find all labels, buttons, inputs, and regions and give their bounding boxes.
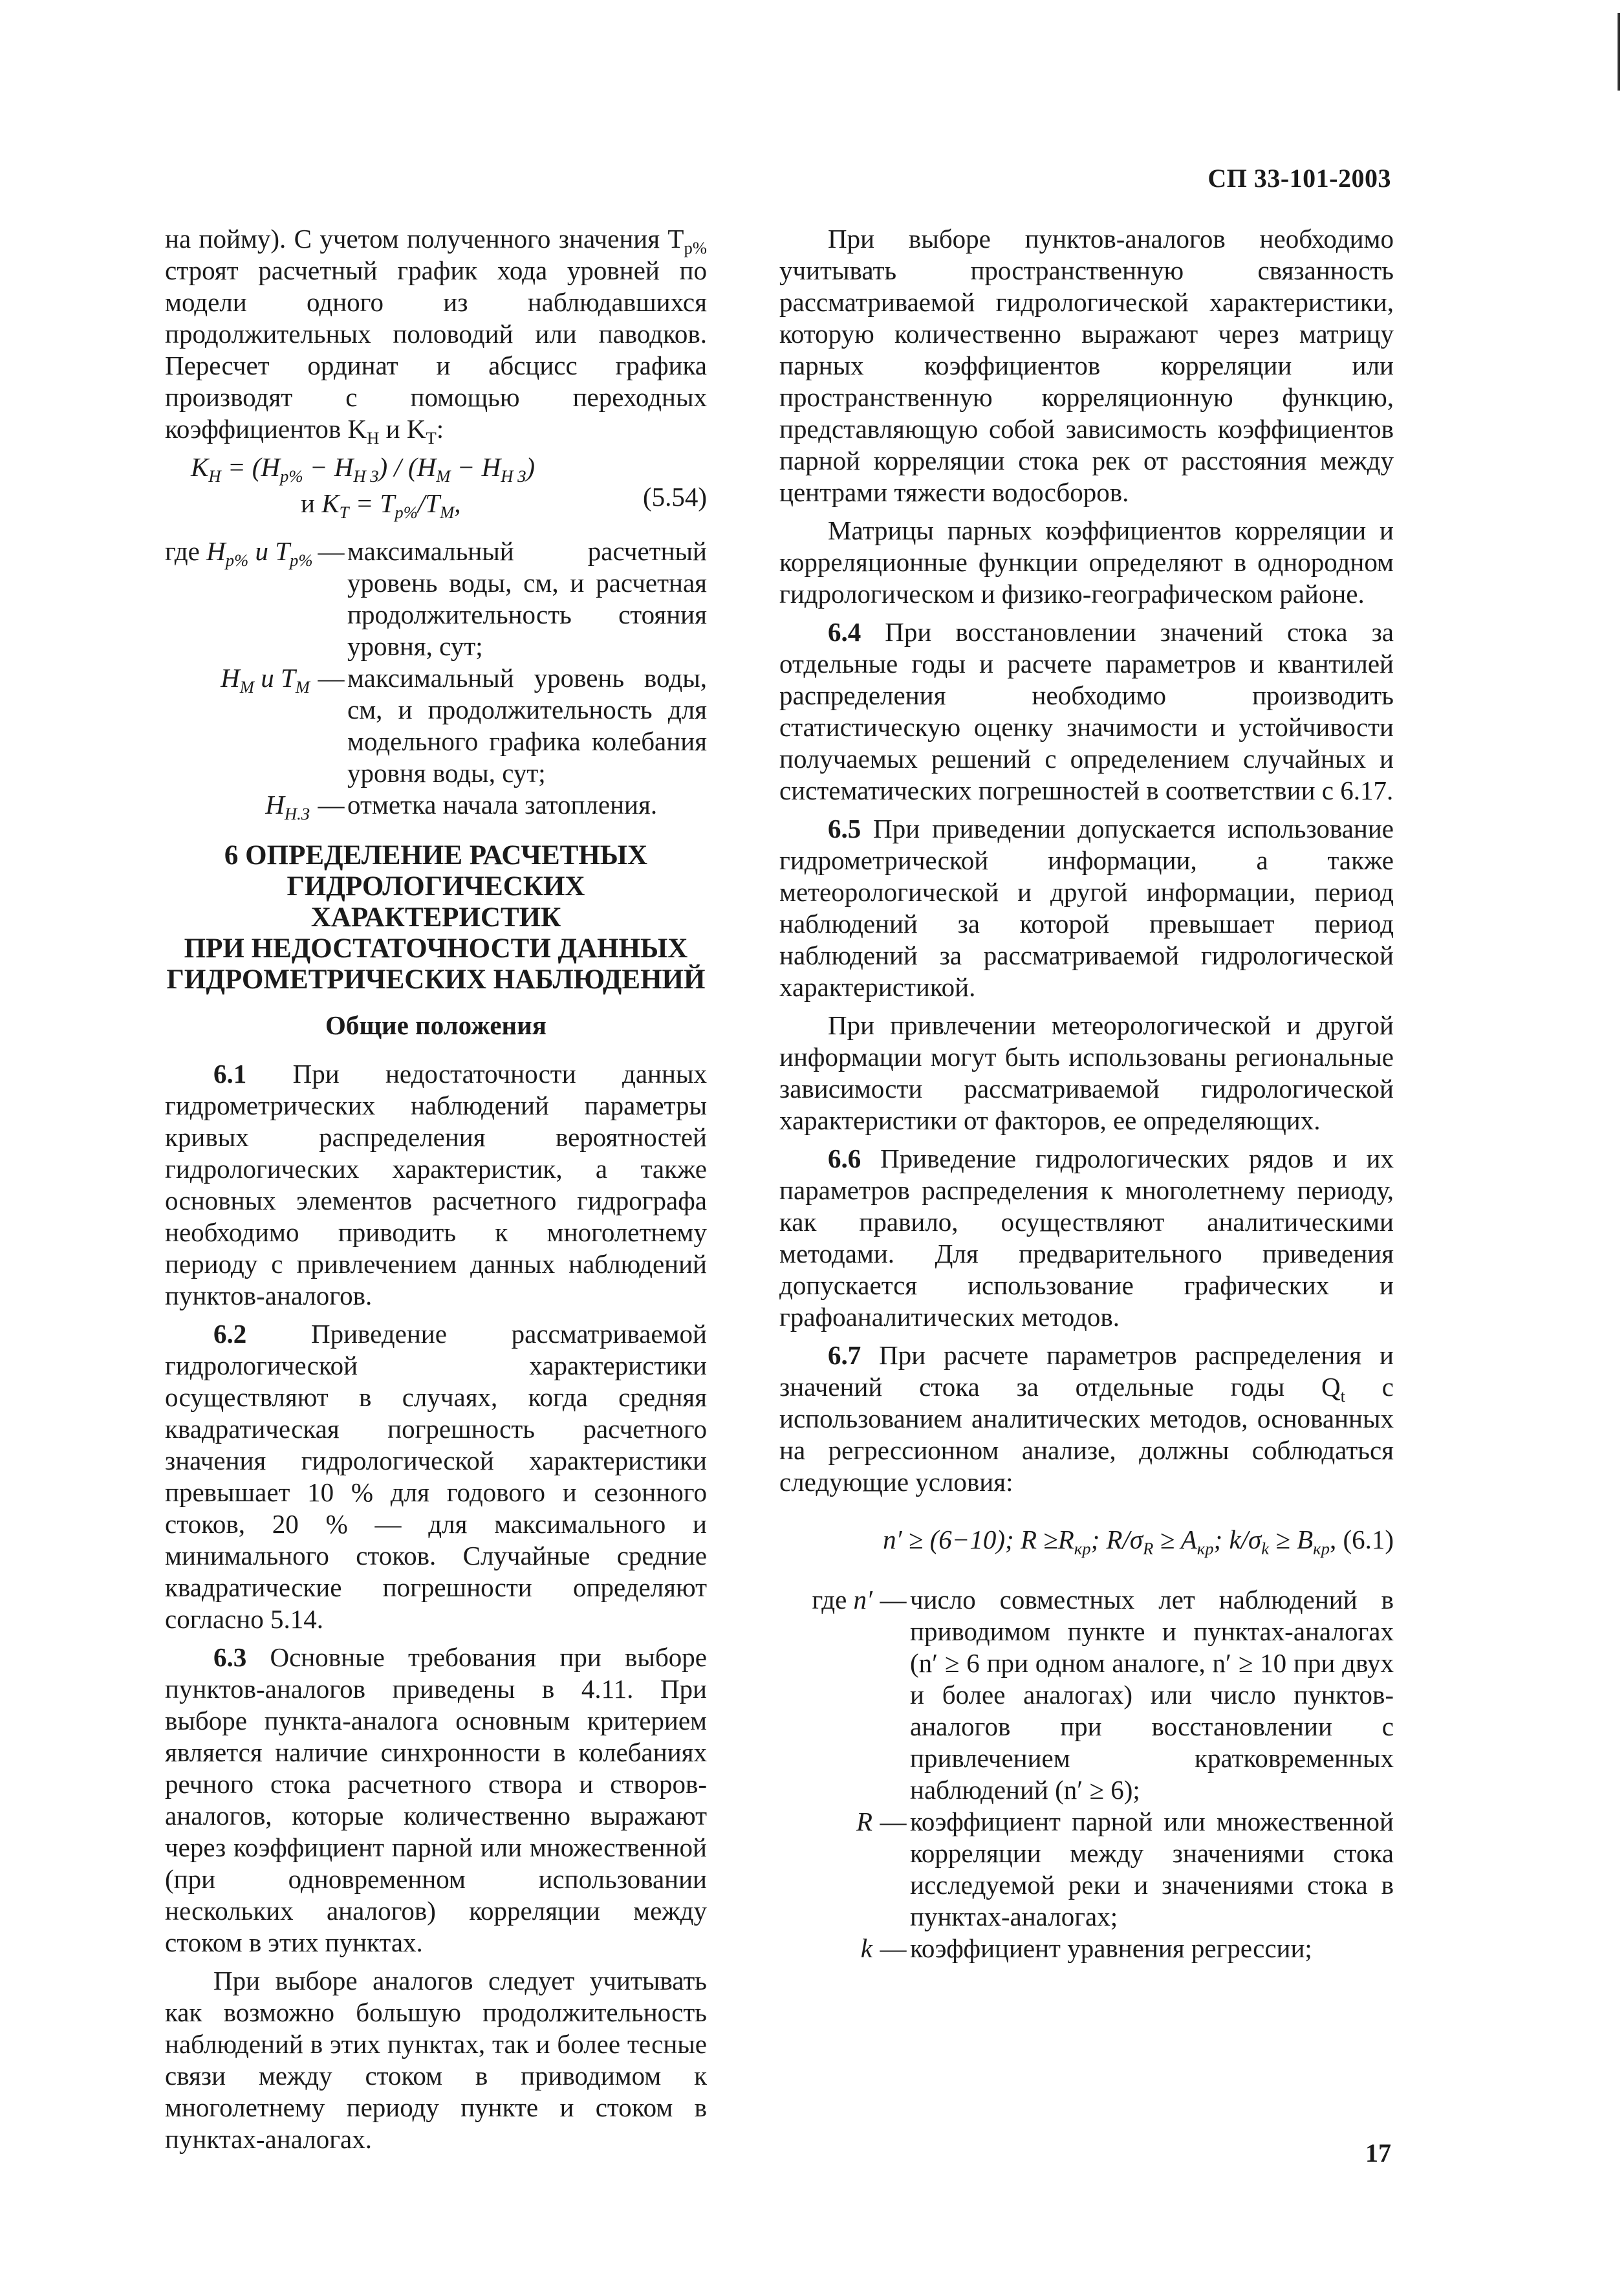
- paragraph-6-6: 6.6 Приведение гидрологических рядов и их параметров распределения к многолетнему периоду, как правило, осуществляют аналитическими методами. Для предварительного приведения допускается использование графических и графоаналитических методов.: [779, 1144, 1394, 1332]
- paragraph-matrices: Матрицы парных коэффициентов корреляции и корреляционные функции определяют в однородном гидрологическом и физико-географическом районе.: [779, 516, 1394, 609]
- definition-dash: —: [318, 536, 345, 566]
- scan-edge-mark: [1618, 13, 1620, 91]
- paragraph-analogs: При выборе аналогов следует учитывать как возможно большую продолжительность наблюдений в этих пунктах, так и более тесные связи между стоком в приводимом к многолетнему периоду пункте и стоком в пунктах-аналогах.: [165, 1966, 707, 2154]
- document-code: СП 33-101-2003: [1207, 164, 1391, 193]
- paragraph-spatial: При выборе пунктов-аналогов необходимо учитывать пространственную связанность рассматриваемой гидрологической характеристики, которую количественно выражают через матрицу парных коэффициентов корреляции или пространственную корреляционную функцию, представляющую собой зависимость коэффициентов парной корреляции стока рек от расстояния между центрами тяжести водосборов.: [779, 224, 1394, 507]
- definition-text: отметка начала затопления.: [347, 790, 658, 820]
- definition-dash: —: [318, 790, 345, 820]
- definition-term: k: [860, 1933, 872, 1963]
- formula-5-54: [165, 451, 707, 524]
- paragraph-6-7: 6.7 При расчете параметров распределения и значений стока за отдельные годы $Q_t$ с использованием аналитических методов, основанных на регрессионном анализе, должны соблюдаться следующие условия:: [779, 1340, 1394, 1497]
- definition-dash: —: [318, 663, 345, 693]
- formula-line-kh: $K_H = (H_{р\%} - H_{Н З}) / (H_M - H_{Н З})$: [191, 452, 535, 486]
- definition-text: максимальный расчетный уровень воды, см, и расчетная продолжительность стояния уровня, сут;: [347, 536, 707, 661]
- formula-number: (5.54): [642, 482, 707, 512]
- paragraph-6-3: 6.3 Основные требования при выборе пунктов-аналогов приведены в 4.11. При выборе пункта-аналога основным критерием является наличие синхронности в колебаниях речного стока расчетного створа и створов-аналогов, которые количественно выражают через коэффициент парной или множественной (при одновременном использовании нескольких аналогов) корреляции между стоком в этих пунктах.: [165, 1642, 707, 1957]
- subsection-title: Общие положения: [325, 1010, 547, 1040]
- paragraph-6-5: 6.5 При приведении допускается использование гидрометрической информации, а также метеорологической и другой информации, период наблюдений за которой превышает период наблюдений за рассматриваемой гидрологической характеристикой.: [779, 814, 1394, 1002]
- definition-text: максимальный уровень воды, см, и продолжительность для модельного графика колебания уровня воды, сут;: [347, 663, 707, 788]
- paragraph-meteo: При привлечении метеорологической и другой информации могут быть использованы региональные зависимости рассматриваемой гидрологической характеристики от факторов, ее определяющих.: [779, 1010, 1394, 1135]
- definition-term: где $H_{р\%}$ и $T_{р\%}$: [165, 536, 313, 570]
- definition-text: коэффициент уравнения регрессии;: [910, 1933, 1312, 1963]
- left-column: [165, 223, 707, 2162]
- definition-term: где n′: [812, 1585, 872, 1614]
- definition-text: коэффициент парной или множественной корреляции между значениями стока исследуемой реки и значениями стока в пунктах-аналогах;: [910, 1807, 1394, 1931]
- formula-6-1: n′ ≥ (6−10); $R \ge R_{кр}$; $R/\sigma_R \ge A_{кр}$; $k/\sigma_k \ge B_{кр}$, (6.1): [883, 1525, 1394, 1559]
- condition-definitions: [779, 1584, 1394, 1964]
- definition-dash: —: [880, 1585, 907, 1614]
- definition-text: число совместных лет наблюдений в приводимом пункте и пунктах-аналогах (n′ ≥ 6 при одном аналоге, n′ ≥ 10 при двух и более аналогах) или число пунктов-аналогов при восстановлении с привлечением кратковременных наблюдений (n′ ≥ 6);: [910, 1585, 1394, 1805]
- paragraph-6-1: 6.1 При недостаточности данных гидрометрических наблюдений параметры кривых распределения вероятностей гидрологических характеристик, а также основных элементов расчетного гидрографа необходимо приводить к многолетнему периоду с привлечением данных наблюдений пунктов-аналогов.: [165, 1059, 707, 1310]
- definition-term: $H_M$ и $T_M$: [221, 663, 310, 697]
- paragraph-intro: на пойму). С учетом полученного значения $T_{р\%}$ строят расчетный график хода уровней по модели одного из наблюдавшихся продолжительных половодий или паводков. Пересчет ординат и абсцисс графика производят с помощью переходных коэффициентов $K_H$ и $K_T$:: [165, 224, 707, 448]
- definition-term: R: [856, 1807, 872, 1836]
- section-title: 6 ОПРЕДЕЛЕНИЕ РАСЧЕТНЫХ ГИДРОЛОГИЧЕСКИХ ХАРАКТЕРИСТИК ПРИ НЕДОСТАТОЧНОСТИ ДАННЫХ ГИДРОМЕТРИЧЕСКИХ НАБЛЮДЕНИЙ: [166, 840, 706, 995]
- right-column: [779, 223, 1394, 1964]
- page-number: 17: [1365, 2138, 1391, 2168]
- formula-line-kt: и $K_T = T_{р\%}/T_M$,: [301, 488, 461, 523]
- definition-dash: —: [880, 1807, 907, 1836]
- variable-definitions: [165, 536, 707, 824]
- paragraph-6-4: 6.4 При восстановлении значений стока за отдельные годы и расчете параметров и квантилей распределения необходимо производить статистическую оценку значимости и устойчивости получаемых решений с определением случайных и систематических погрешностей в соответствии с 6.17.: [779, 617, 1394, 805]
- definition-term: $H_{Н.З}$: [265, 790, 310, 824]
- definition-dash: —: [880, 1933, 907, 1963]
- paragraph-6-2: 6.2 Приведение рассматриваемой гидрологической характеристики осуществляют в случаях, когда средняя квадратическая погрешность расчетного значения гидрологической характеристики превышает 10 % для годового и сезонного стоков, 20 % — для максимального и минимального стоков. Случайные средние квадратические погрешности определяют согласно 5.14.: [165, 1319, 707, 1634]
